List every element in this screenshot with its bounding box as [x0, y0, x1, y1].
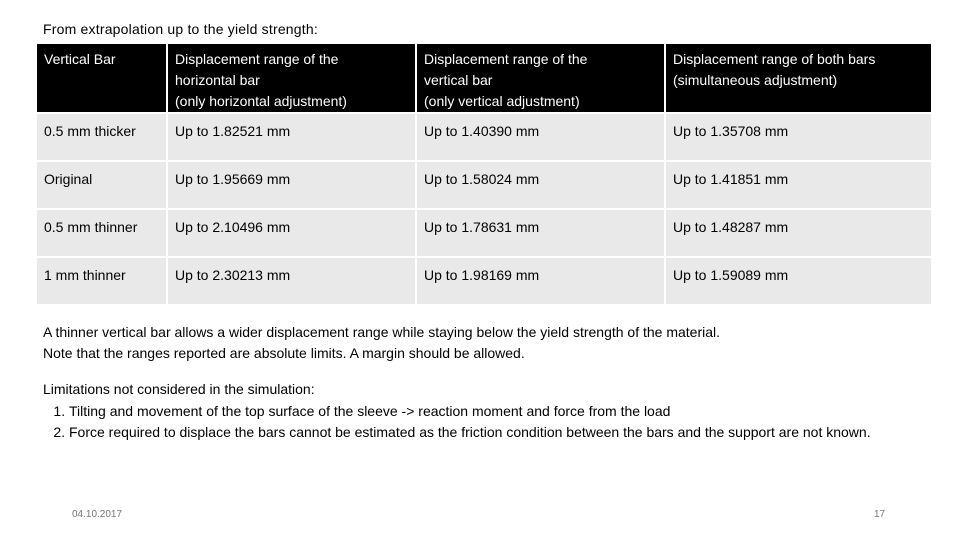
table-cell: Up to 1.98169 mm	[416, 257, 665, 305]
limitations-list	[43, 401, 923, 444]
table-cell: Up to 1.41851 mm	[665, 161, 932, 209]
summary-line: Note that the ranges reported are absolute limits. A margin should be allowed.	[43, 345, 525, 361]
intro-text: From extrapolation up to the yield strength:	[43, 21, 318, 37]
table-cell: Up to 1.40390 mm	[416, 113, 665, 161]
header-vertical-range	[416, 43, 665, 113]
table-cell: 0.5 mm thicker	[36, 113, 167, 161]
header-horizontal-range	[167, 43, 416, 113]
table-cell: Up to 1.35708 mm	[665, 113, 932, 161]
table-row	[36, 257, 932, 305]
header-line: Displacement range of both bars	[673, 51, 876, 67]
table-cell: Up to 1.95669 mm	[167, 161, 416, 209]
limitation-item: 1. Tilting and movement of the top surface of the sleeve -> reaction moment and force from the load	[69, 401, 923, 423]
header-line: horizontal bar	[175, 72, 260, 88]
table-cell: Up to 1.58024 mm	[416, 161, 665, 209]
table-cell: 0.5 mm thinner	[36, 209, 167, 257]
table-row	[36, 113, 932, 161]
table-cell: Up to 1.48287 mm	[665, 209, 932, 257]
header-both-range	[665, 43, 932, 113]
footer-date: 04.10.2017	[72, 509, 123, 520]
header-line: (only horizontal adjustment)	[175, 93, 347, 109]
limitations-heading: Limitations not considered in the simulation:	[43, 381, 315, 397]
header-vertical-bar	[36, 43, 167, 113]
table-cell: Up to 2.10496 mm	[167, 209, 416, 257]
header-line: vertical bar	[424, 72, 493, 88]
table-header-row	[36, 43, 932, 113]
summary-text	[43, 322, 720, 364]
limitations-section	[43, 379, 923, 444]
limitation-item: 2. Force required to displace the bars cannot be estimated as the friction condition between the bars and the support are not known.	[69, 422, 923, 444]
header-line: Displacement range of the	[175, 51, 339, 67]
header-line: Displacement range of the	[424, 51, 588, 67]
table-cell: Up to 1.82521 mm	[167, 113, 416, 161]
header-line: (simultaneous adjustment)	[673, 72, 838, 88]
page-number: 17	[874, 509, 886, 520]
table-cell: 1 mm thinner	[36, 257, 167, 305]
table-row	[36, 161, 932, 209]
table-cell: Up to 2.30213 mm	[167, 257, 416, 305]
summary-line: A thinner vertical bar allows a wider displacement range while staying below the yield strength of the material.	[43, 324, 721, 340]
table-cell: Up to 1.59089 mm	[665, 257, 932, 305]
displacement-table	[35, 42, 933, 306]
table-cell: Up to 1.78631 mm	[416, 209, 665, 257]
table-cell: Original	[36, 161, 167, 209]
table-row	[36, 209, 932, 257]
header-line: Vertical Bar	[44, 51, 116, 67]
header-line: (only vertical adjustment)	[424, 93, 580, 109]
